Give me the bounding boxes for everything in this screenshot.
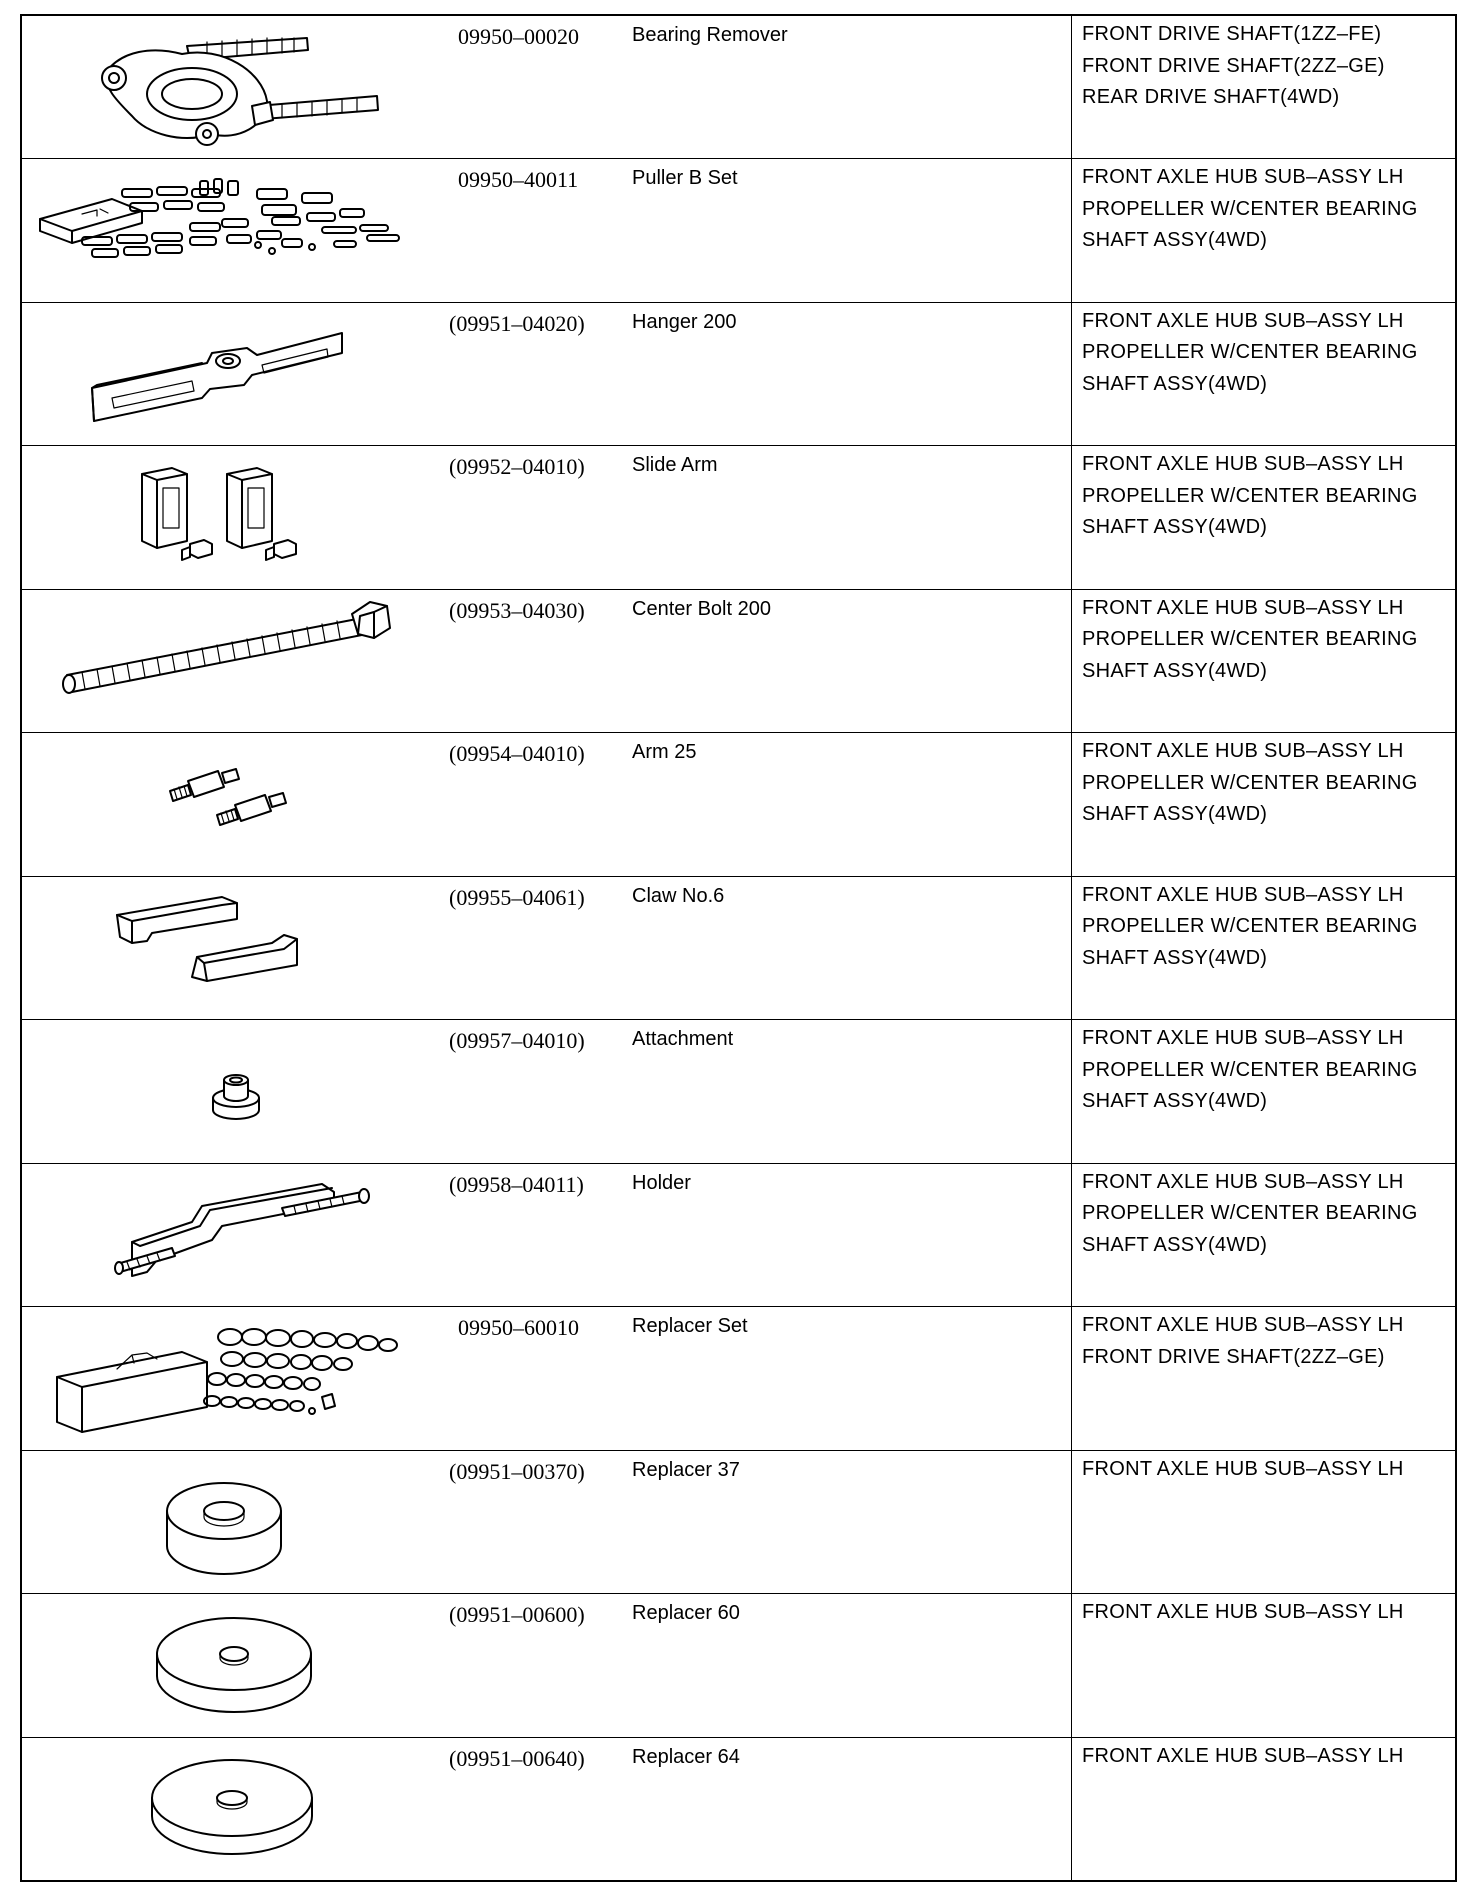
replacer-60-icon <box>22 1594 432 1734</box>
part-number-cell <box>432 1307 622 1451</box>
usage-line: PROPELLER W/CENTER BEARING <box>1082 341 1418 363</box>
usage-cell <box>1072 733 1457 877</box>
part-number-cell <box>432 446 622 590</box>
usage-line: FRONT AXLE HUB SUB–ASSY LH <box>1082 309 1404 332</box>
table-row <box>21 1594 1456 1738</box>
usage-line: FRONT AXLE HUB SUB–ASSY LH <box>1082 883 1404 906</box>
part-number: 09950–60010 <box>458 1315 579 1340</box>
usage-line: PROPELLER W/CENTER BEARING <box>1082 1202 1418 1224</box>
part-name: Slide Arm <box>632 454 718 476</box>
part-number: (09951–04020) <box>449 310 585 336</box>
usage-line: FRONT AXLE HUB SUB–ASSY LH <box>1082 1027 1404 1049</box>
part-number-cell <box>432 159 622 303</box>
usage-cell <box>1072 1594 1457 1738</box>
part-number: (09953–04030) <box>449 597 585 623</box>
usage-line: PROPELLER W/CENTER BEARING <box>1082 197 1418 220</box>
claw-icon <box>22 877 432 1017</box>
part-number: (09955–04061) <box>449 884 585 910</box>
tool-illustration-cell <box>21 876 432 1020</box>
tool-illustration-cell <box>21 1020 432 1164</box>
part-name: Bearing Remover <box>632 24 788 46</box>
part-name-cell <box>622 446 1072 590</box>
usage-line: SHAFT ASSY(4WD) <box>1082 659 1268 682</box>
tool-illustration-cell <box>21 1594 432 1738</box>
usage-line: FRONT AXLE HUB SUB–ASSY LH <box>1082 166 1404 188</box>
table-row <box>21 302 1456 446</box>
table-row <box>21 1450 1456 1594</box>
usage-line: SHAFT ASSY(4WD) <box>1082 229 1268 251</box>
part-number: 09950–00020 <box>458 24 579 49</box>
tool-illustration-cell <box>21 159 432 303</box>
holder-icon <box>22 1164 432 1304</box>
usage-line: FRONT AXLE HUB SUB–ASSY LH <box>1082 596 1404 619</box>
usage-line: SHAFT ASSY(4WD) <box>1082 803 1268 825</box>
arm-icon <box>22 733 432 873</box>
part-number: 09950–40011 <box>458 167 579 192</box>
part-name-cell <box>622 876 1072 1020</box>
usage-line: FRONT DRIVE SHAFT(1ZZ–FE) <box>1082 23 1382 45</box>
tool-illustration-cell <box>21 1163 432 1307</box>
part-name-cell <box>622 1594 1072 1738</box>
usage-line: SHAFT ASSY(4WD) <box>1082 1090 1268 1112</box>
slide-arm-icon <box>22 446 432 586</box>
special-service-tools-table <box>20 14 1457 1882</box>
part-number: (09951–00640) <box>449 1745 585 1771</box>
part-name-cell <box>622 302 1072 446</box>
part-number-cell <box>432 1737 622 1881</box>
usage-cell <box>1072 1163 1457 1307</box>
part-name-cell <box>622 1307 1072 1451</box>
replacer-set-icon <box>22 1307 432 1447</box>
tool-illustration-cell <box>21 15 432 159</box>
usage-cell <box>1072 159 1457 303</box>
tool-illustration-cell <box>21 589 432 733</box>
usage-cell <box>1072 446 1457 590</box>
usage-line: SHAFT ASSY(4WD) <box>1082 516 1268 538</box>
part-name-cell <box>622 1737 1072 1881</box>
bearing-remover-icon <box>22 16 432 156</box>
tool-illustration-cell <box>21 733 432 877</box>
center-bolt-icon <box>22 590 432 730</box>
part-name: Arm 25 <box>632 741 697 763</box>
usage-cell <box>1072 302 1457 446</box>
usage-line: SHAFT ASSY(4WD) <box>1082 946 1268 969</box>
usage-line: SHAFT ASSY(4WD) <box>1082 372 1268 395</box>
usage-cell <box>1072 1450 1457 1594</box>
usage-line: FRONT DRIVE SHAFT(2ZZ–GE) <box>1082 1345 1385 1368</box>
part-number: (09951–00370) <box>449 1458 585 1484</box>
usage-cell <box>1072 876 1457 1020</box>
table-row <box>21 1307 1456 1451</box>
puller-b-set-icon <box>22 159 432 299</box>
part-number: (09952–04010) <box>449 454 585 479</box>
tool-illustration-cell <box>21 1737 432 1881</box>
hanger-icon <box>22 303 432 443</box>
part-number-cell <box>432 302 622 446</box>
table-row <box>21 1163 1456 1307</box>
part-name-cell <box>622 1020 1072 1164</box>
part-number-cell <box>432 15 622 159</box>
part-name: Claw No.6 <box>632 884 725 907</box>
usage-cell <box>1072 589 1457 733</box>
part-number-cell <box>432 589 622 733</box>
tool-illustration-cell <box>21 1307 432 1451</box>
table-row <box>21 1020 1456 1164</box>
usage-line: FRONT DRIVE SHAFT(2ZZ–GE) <box>1082 54 1385 77</box>
usage-line: PROPELLER W/CENTER BEARING <box>1082 484 1418 507</box>
usage-line: PROPELLER W/CENTER BEARING <box>1082 915 1418 937</box>
tool-illustration-cell <box>21 302 432 446</box>
usage-line: FRONT AXLE HUB SUB–ASSY LH <box>1082 740 1404 762</box>
part-number-cell <box>432 733 622 877</box>
usage-line: FRONT AXLE HUB SUB–ASSY LH <box>1082 1601 1404 1623</box>
part-number: (09954–04010) <box>449 741 585 766</box>
part-number-cell <box>432 876 622 1020</box>
part-name: Replacer 60 <box>632 1602 740 1624</box>
part-name: Holder <box>632 1171 691 1194</box>
replacer-37-icon <box>22 1451 432 1591</box>
table-row <box>21 876 1456 1020</box>
tool-illustration-cell <box>21 1450 432 1594</box>
part-name: Center Bolt 200 <box>632 597 771 620</box>
table-row <box>21 15 1456 159</box>
usage-line: REAR DRIVE SHAFT(4WD) <box>1082 86 1340 108</box>
part-number: (09951–00600) <box>449 1602 585 1627</box>
usage-line: FRONT AXLE HUB SUB–ASSY LH <box>1082 1170 1404 1193</box>
usage-cell <box>1072 15 1457 159</box>
table-row <box>21 733 1456 877</box>
part-name-cell <box>622 589 1072 733</box>
part-name-cell <box>622 1163 1072 1307</box>
part-number: (09958–04011) <box>449 1171 584 1197</box>
tool-illustration-cell <box>21 446 432 590</box>
usage-line: PROPELLER W/CENTER BEARING <box>1082 771 1418 794</box>
part-name: Attachment <box>632 1028 734 1050</box>
usage-line: FRONT AXLE HUB SUB–ASSY LH <box>1082 1314 1404 1336</box>
part-name-cell <box>622 1450 1072 1594</box>
part-name: Replacer 64 <box>632 1745 740 1768</box>
usage-line: PROPELLER W/CENTER BEARING <box>1082 628 1418 650</box>
usage-cell <box>1072 1737 1457 1881</box>
part-name-cell <box>622 15 1072 159</box>
usage-line: FRONT AXLE HUB SUB–ASSY LH <box>1082 453 1404 475</box>
usage-cell <box>1072 1307 1457 1451</box>
part-name-cell <box>622 159 1072 303</box>
table-row <box>21 1737 1456 1881</box>
table-row <box>21 159 1456 303</box>
part-number-cell <box>432 1450 622 1594</box>
part-name: Puller B Set <box>632 167 738 189</box>
table-row <box>21 446 1456 590</box>
usage-line: SHAFT ASSY(4WD) <box>1082 1233 1268 1256</box>
table-row <box>21 589 1456 733</box>
part-number: (09957–04010) <box>449 1028 585 1053</box>
usage-line: FRONT AXLE HUB SUB–ASSY LH <box>1082 1457 1404 1480</box>
usage-line: PROPELLER W/CENTER BEARING <box>1082 1058 1418 1081</box>
attachment-icon <box>22 1020 432 1160</box>
part-number-cell <box>432 1163 622 1307</box>
part-number-cell <box>432 1020 622 1164</box>
usage-line: FRONT AXLE HUB SUB–ASSY LH <box>1082 1744 1404 1767</box>
part-name-cell <box>622 733 1072 877</box>
replacer-64-icon <box>22 1738 432 1878</box>
part-name: Replacer 37 <box>632 1458 740 1481</box>
usage-cell <box>1072 1020 1457 1164</box>
part-name: Replacer Set <box>632 1315 748 1337</box>
part-number-cell <box>432 1594 622 1738</box>
part-name: Hanger 200 <box>632 310 737 333</box>
